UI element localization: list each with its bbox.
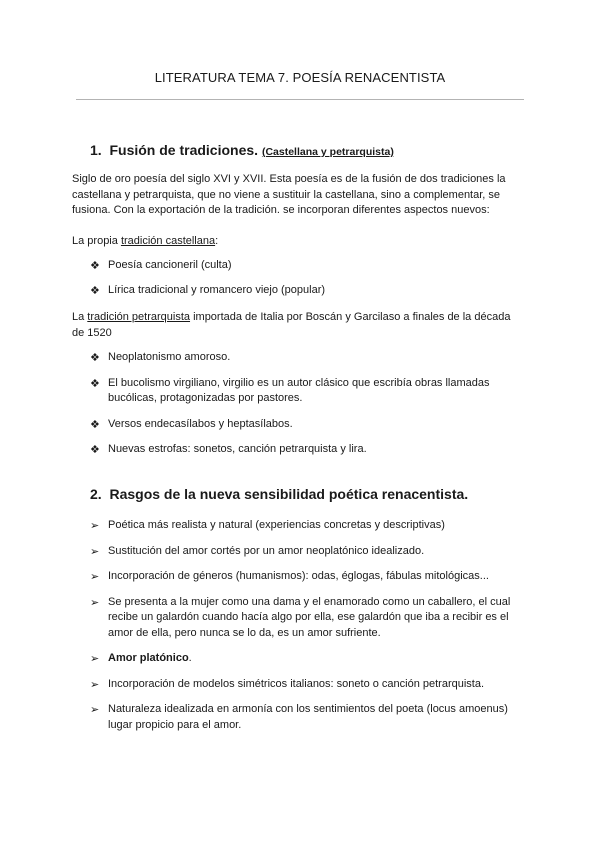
arrow-bullet-icon: ➢ [90,652,100,665]
petrarquista-link: tradición petrarquista [87,311,191,323]
list-item: ➢ Sustitución del amor cortés por un amor neoplatónico idealizado. [90,544,425,558]
document-title: LITERATURA TEMA 7. POESÍA RENACENTISTA [154,70,446,85]
arrow-bullet-icon: ➢ [90,570,100,583]
arrow-bullet-icon: ➢ [90,677,100,691]
list-item: ➢ Amor platónico. [90,652,192,665]
castellana-suffix: : [215,235,219,247]
list-item: ➢ Naturaleza idealizada en armonía con los sentimientos del poeta (locus amoenus) lugar propicio para el amor. [90,703,508,731]
list-item: ➢ Se presenta a la mujer como una dama y el enamorado como un caballero, el cual recibe un galardón cuando hacía algo por ella, ese galardón que iba a recibir es el amor de ella, pero nunca se lo da, es un amor sufriente. [90,595,511,639]
section-2-title: Rasgos de la nueva sensibilidad poética renacentista. [109,486,469,502]
diamond-bullet-icon: ❖ [90,443,100,456]
castellana-list [90,258,520,298]
list-item: ❖ Versos endecasílabos y heptasílabos. [90,417,293,431]
diamond-bullet-icon: ❖ [90,259,100,272]
list-item: ❖ El bucolismo virgiliano, virgilio es un autor clásico que escribía obras llamadas bucólicas, protagonizadas por pastores. [90,376,490,404]
rasgos-list [90,518,520,733]
section-1-heading [90,142,394,158]
list-item: ➢ Incorporación de modelos simétricos italianos: soneto o canción petrarquista. [90,677,485,691]
section-1-intro: Siglo de oro poesía del siglo XVI y XVII. Esta poesía es de la fusión de dos tradiciones la castellana y petrarquista, que no viene a sustituir la castellana, sino a complementar, se fusiona. Con la exportación de la tradición. se incorporan diferentes aspectos nuevos: [72,173,506,216]
list-item: ❖ Poesía cancioneril (culta) [90,259,232,272]
list-item: ➢ Poética más realista y natural (experiencias concretas y descriptivas) [90,519,445,532]
section-1-number: 1. [90,142,102,158]
list-item: ➢ Incorporación de géneros (humanismos): odas, églogas, fábulas mitológicas... [90,570,489,583]
section-1-subtitle: (Castellana y petrarquista) [261,146,394,158]
list-item: ❖ Neoplatonismo amoroso. [90,351,231,364]
list-item: ❖ Lírica tradicional y romancero viejo (popular) [90,283,326,297]
arrow-bullet-icon: ➢ [90,703,100,716]
diamond-bullet-icon: ❖ [90,351,100,364]
castellana-link: tradición castellana [120,235,216,247]
diamond-bullet-icon: ❖ [90,283,100,297]
castellana-intro [72,234,524,250]
section-2-heading [90,486,468,502]
castellana-prefix: La propia [72,235,121,247]
title-divider [76,99,524,100]
section-2-number: 2. [90,486,102,502]
petrarquista-suffix: importada de Italia por Boscán y Garcilaso a finales de la década de 1520 [72,311,511,339]
list-item: ❖ Nuevas estrofas: sonetos, canción petrarquista y lira. [90,443,367,456]
diamond-bullet-icon: ❖ [90,417,100,431]
arrow-bullet-icon: ➢ [90,595,100,609]
arrow-bullet-icon: ➢ [90,519,100,532]
petrarquista-list [90,350,520,458]
section-1-title: Fusión de tradiciones. [109,142,259,158]
diamond-bullet-icon: ❖ [90,376,100,390]
arrow-bullet-icon: ➢ [90,544,100,558]
petrarquista-prefix: La [72,311,88,323]
petrarquista-intro [72,310,524,341]
